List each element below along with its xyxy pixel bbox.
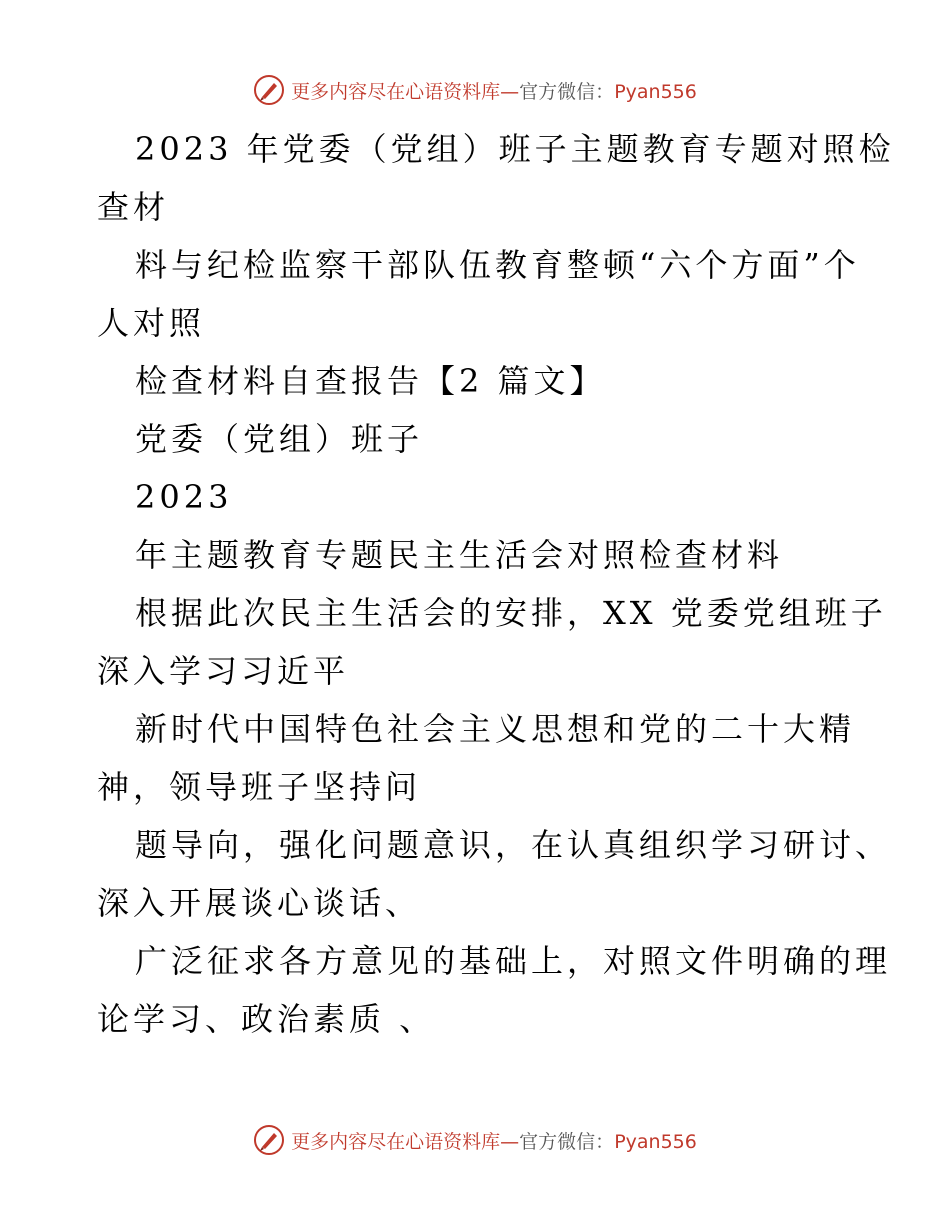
watermark-account: Pyan556 (614, 80, 697, 103)
text-line: 党委（党组）班子 (135, 420, 424, 458)
footer-watermark (0, 1120, 950, 1160)
text-line: 年主题教育专题民主生活会对照检查材料 (135, 536, 784, 574)
text-line: 题导向，强化问题意识，在认真组织学习研讨、 (135, 826, 892, 864)
quill-pen-icon (253, 1124, 285, 1156)
text-line: 新时代中国特色社会主义思想和党的二十大精 (135, 710, 856, 748)
watermark-separator: — (500, 1130, 520, 1153)
quill-pen-icon (253, 74, 285, 106)
text-line: 检查材料自查报告【2 篇文】 (135, 362, 606, 400)
text-line: 论学习、政治素质 、 (97, 1000, 436, 1038)
watermark-separator: — (500, 80, 520, 103)
text-line: 根据此次民主生活会的安排，XX 党委党组班子 (135, 594, 887, 632)
text-line: 深入开展谈心谈话、 (97, 884, 422, 922)
text-line: 深入学习习近平 (97, 652, 350, 690)
text-line: 2023 (135, 478, 233, 516)
watermark-wechat-label: 官方微信： (519, 1130, 615, 1153)
header-watermark (0, 70, 950, 110)
watermark-account: Pyan556 (614, 1130, 697, 1153)
watermark-slogan: 更多内容尽在心语资料库 (291, 1130, 501, 1153)
document-body (97, 120, 895, 1048)
watermark-text (291, 77, 697, 104)
watermark-wechat-label: 官方微信： (519, 80, 615, 103)
text-line: 人对照 (97, 304, 206, 342)
text-line: 2023 年党委（党组）班子主题教育专题对照检 (135, 130, 895, 168)
text-line: 广泛征求各方意见的基础上，对照文件明确的理 (135, 942, 892, 980)
watermark-slogan: 更多内容尽在心语资料库 (291, 80, 501, 103)
text-line: 神，领导班子坚持问 (97, 768, 422, 806)
watermark-text (291, 1127, 697, 1154)
text-line: 查材 (97, 188, 170, 226)
text-line: 料与纪检监察干部队伍教育整顿“六个方面”个 (135, 246, 860, 284)
